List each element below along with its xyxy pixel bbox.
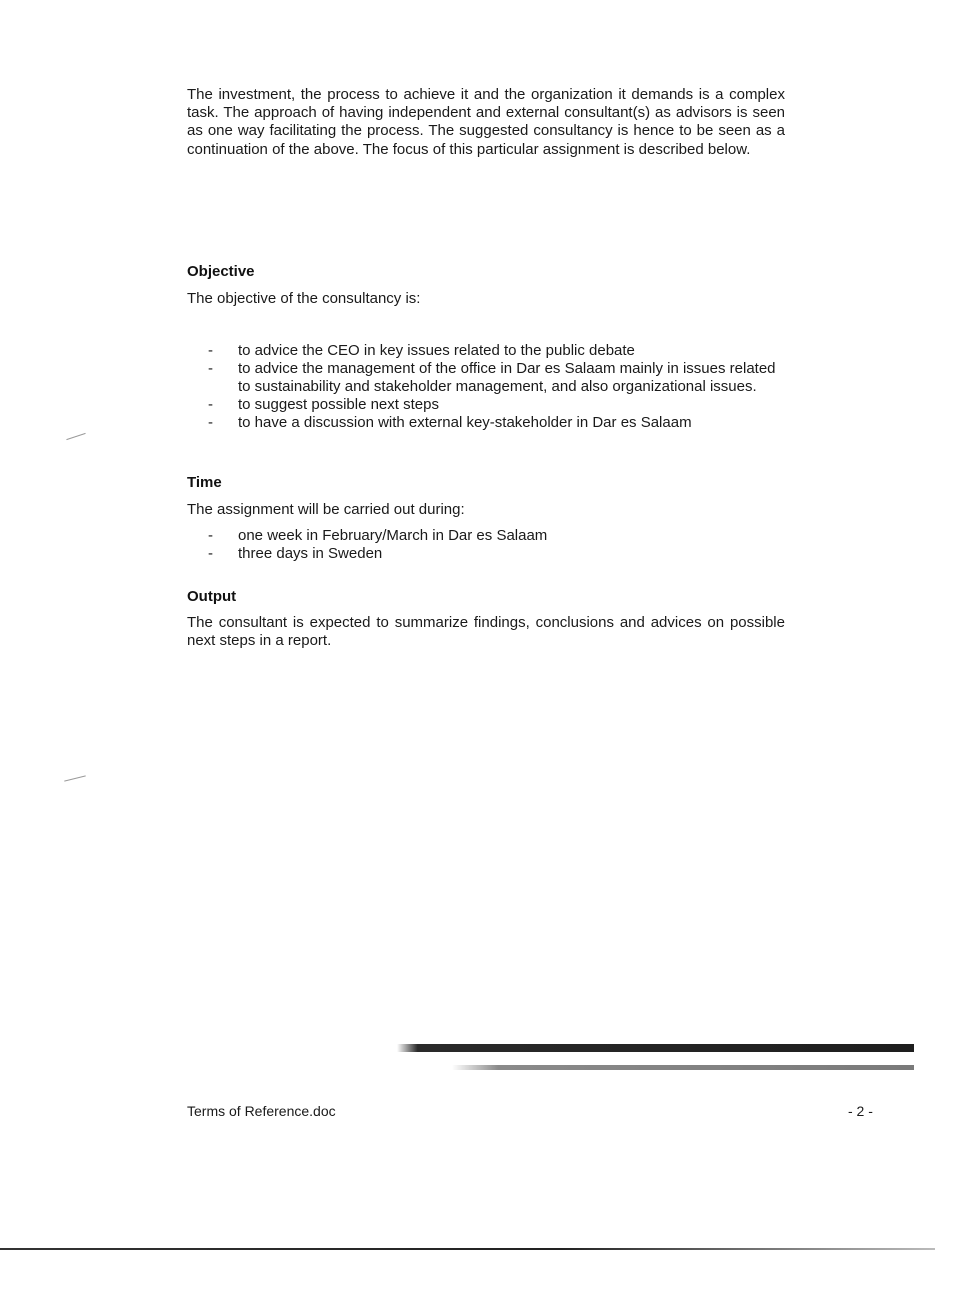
intro-paragraph: The investment, the process to achieve it and the organization it demands is a complex task. The approach of having independent and external consultant(s) as advisors is seen as one way facilitating the process. The suggested consultancy is hence to be seen as a continuation of the above. The focus of this particular assignment is described below. bbox=[187, 86, 785, 158]
list-item: - to advice the CEO in key issues related to the public debate bbox=[208, 342, 635, 359]
list-item: - to advice the management of the office in Dar es Salaam mainly in issues related to sustainability and stakeholder management, and also organizational issues. bbox=[208, 360, 776, 395]
dash-bullet: - bbox=[208, 342, 213, 359]
dash-bullet: - bbox=[208, 545, 213, 562]
list-item: - one week in February/March in Dar es Salaam bbox=[208, 527, 548, 544]
output-paragraph: The consultant is expected to summarize findings, conclusions and advices on possible next steps in a report. bbox=[187, 614, 785, 650]
scan-edge-line bbox=[0, 1248, 935, 1250]
objective-intro: The objective of the consultancy is: bbox=[187, 290, 421, 307]
scan-mark bbox=[66, 433, 85, 440]
dash-bullet: - bbox=[208, 360, 213, 377]
dash-bullet: - bbox=[208, 414, 213, 431]
scan-mark bbox=[64, 775, 86, 781]
objective-list bbox=[208, 342, 786, 432]
output-heading: Output bbox=[187, 588, 237, 605]
decorative-rule-thick bbox=[397, 1044, 914, 1052]
dash-bullet: - bbox=[208, 396, 213, 413]
objective-heading: Objective bbox=[187, 263, 255, 280]
footer-filename: Terms of Reference.doc bbox=[187, 1103, 336, 1119]
decorative-rule-thin bbox=[452, 1065, 914, 1070]
list-item: - three days in Sweden bbox=[208, 545, 383, 562]
list-item: - to suggest possible next steps bbox=[208, 396, 439, 413]
list-item: - to have a discussion with external key-stakeholder in Dar es Salaam bbox=[208, 414, 692, 431]
time-list bbox=[208, 527, 786, 563]
dash-bullet: - bbox=[208, 527, 213, 544]
time-intro: The assignment will be carried out during: bbox=[187, 501, 465, 518]
time-heading: Time bbox=[187, 474, 222, 491]
footer-page-number: - 2 - bbox=[848, 1103, 873, 1119]
